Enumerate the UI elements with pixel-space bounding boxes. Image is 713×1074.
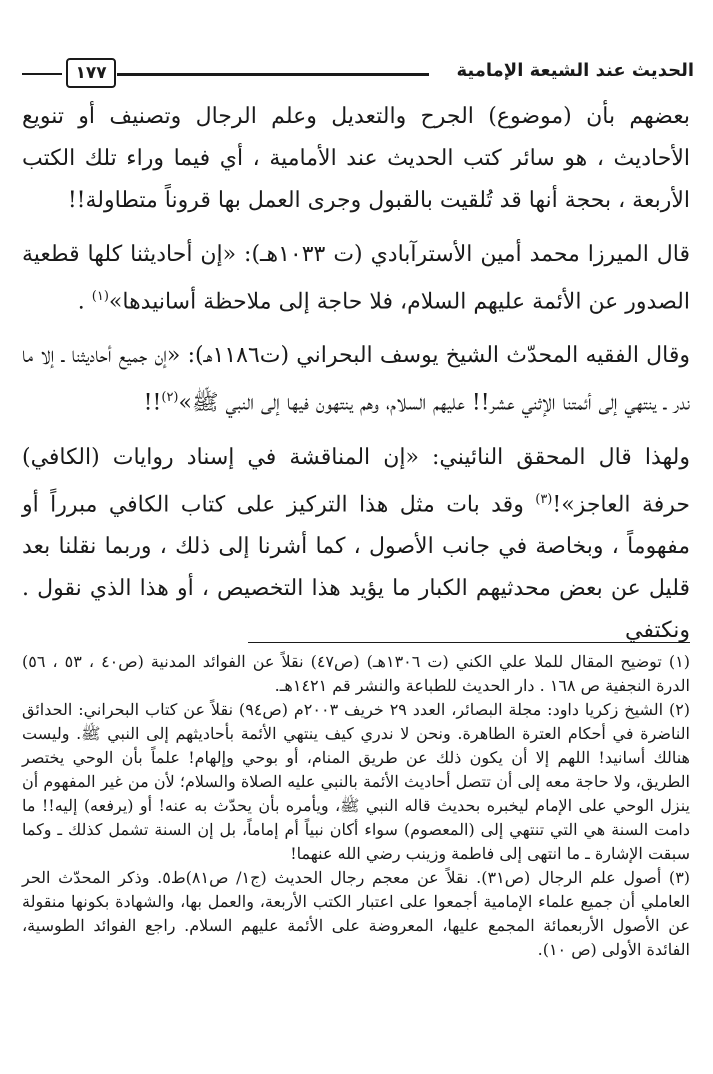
running-header <box>22 56 694 90</box>
paragraph-1: بعضهم بأن (موضوع) الجرح والتعديل وعلم الرجال وتصنيف أو تنويع الأحاديث ، هو سائر كتب الحديث عند الأمامية ، أي فيما وراء تلك الكتب الأربعة ، بحجة أنها قد تُلقيت بالقبول وجرى العمل بها قروناً متطاولة!! <box>22 104 690 213</box>
paragraph-2 <box>22 234 690 323</box>
paragraph-2-text: قال الميرزا محمد أمين الأسترآبادي (ت ١٠٣٣هـ): «إن أحاديثنا كلها قطعية الصدور عن الأئمة عليهم السلام، فلا حاجة إلى ملاحظة أسانيدها» <box>22 242 690 315</box>
paragraph-3-text: وقال الفقيه المحدّث الشيخ يوسف البحراني (ت١١٨٦هـ): «إن جميع أحاديثنا ـ إلا ما ندر ـ ينتهي إلى أئمتنا الإثني عشر!! عليهم السلام، وهم ينتهون فيها إلى النبي ﷺ» <box>22 343 690 416</box>
footnote-ref-3: (٣) <box>535 491 553 507</box>
footnotes <box>22 650 690 962</box>
footnote-ref-2: (٢) <box>161 390 179 406</box>
footnote-ref-1: (١) <box>91 289 109 304</box>
paragraph-3 <box>22 335 690 424</box>
footnote-separator <box>248 642 690 643</box>
footnote-1: (١) توضيح المقال للملا علي الكني (ت ١٣٠٦هـ) (ص٤٧) نقلاً عن الفوائد المدنية (ص٤٠ ، ٥٣ ، ٥٦) الدرة النجفية ص ١٦٨ . دار الحديث للطباعة والنشر قم ١٤٢١هـ. <box>22 652 690 695</box>
page-number: ١٧٧ <box>66 58 116 88</box>
paragraph-4-start: ولهذا قال المحقق النائيني: «إن المناقشة في إسناد روايات (الكافي) حرفة العاجز»! <box>22 444 690 517</box>
paragraph-3-end: !! <box>143 390 162 416</box>
header-rule-end <box>22 73 62 75</box>
paragraph-4-rest: وقد بات مثل هذا التركيز على كتاب الكافي مبرراً أو مفهوماً ، وبخاصة في جانب الأصول ، كما أشرنا إلى ذلك ، وربما نقلنا بعد قليل عن بعض محدثيهم الكبار ما يؤيد هذا التخصيص ، أو هذا الذي نقول . ونكتفي <box>22 491 690 643</box>
paragraph-2-end: . <box>77 289 92 315</box>
header-title: الحديث عند الشيعة الإمامية <box>456 60 694 81</box>
paragraph-4 <box>22 437 690 652</box>
footnote-2: (٢) الشيخ زكريا داود: مجلة البصائر، العدد ٢٩ خريف ٢٠٠٣م (ص٩٤) نقلاً عن كتاب البحراني: الحدائق الناضرة في أحكام العترة الطاهرة. ونحن لا ندري كيف ينتهي الأئمة بأحاديثهم إلى النبي ﷺ. وليست هنالك أسانيد! اللهم إلا أن يكون ذلك عن طريق المنام، أو بوحي وإلهام! علماً بأن الوحي يختصر الطريق، ولا حاجة معه إلى أن تتصل أحاديث الأئمة بالنبي عليه الصلاة والسلام؛ لأن من غير المفهوم أن ينزل الوحي على الإمام ليخبره بحديث قاله النبي ﷺ، ويأمره بأن يحدّث به عنه! أو (يرفعه) إليه!! ما دامت السنة هي التي تنتهي إلى (المعصوم) سواء أكان نبياً أم إماماً، بل إن السنة تشمل كذلك ـ وكما سبقت الإشارة ـ ما انتهى إلى فاطمة وزينب رضي الله عنهما! <box>22 700 691 863</box>
main-text <box>22 96 690 664</box>
footnote-3: (٣) أصول علم الرجال (ص٣١). نقلاً عن معجم رجال الحديث (ج١/ ص٨١)ط٥. وذكر المحدّث الحر العاملي أن جميع علماء الإمامية أجمعوا على اعتبار الكتب الأربعة، والعمل بها، والشهادة بكونها منقولة عن الأصول الأربعمائة المجمع عليها، المعروضة على الأئمة عليهم السلام. راجع الفوائد الطوسية، الفائدة الأولى (ص ١٠). <box>22 868 691 959</box>
header-rule <box>117 73 429 76</box>
